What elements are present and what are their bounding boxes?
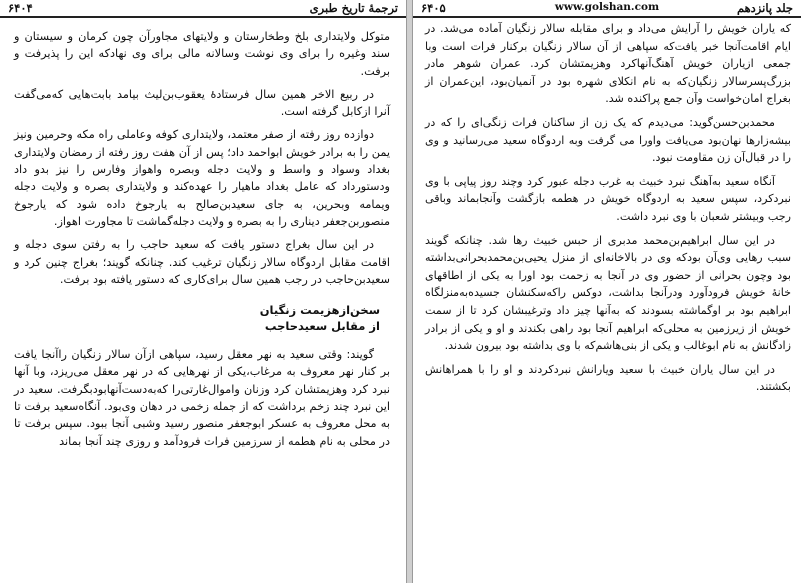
website-url: www.golshan.com	[554, 1, 660, 13]
paragraph: در این سال ابراهیم‌بن‌محمد مدبری از حبس خبیث رها شد. چنانکه گویند سبب رهایی وی‌آن بودکه وی در بالاخانه‌ای از منزل یحیی‌بن‌محمدبحرانی‌بداشته بود وچون بحرانی از حضور وی در آنجا به زحمت بود اورا به یکی از اطاقهای خانهٔ خویش فرود‌آورد ودر‌آنجا بداشت، دوکس را‌که‌سکنشان جسیده‌به‌منزلگاه ابراهیم بود بر اوگماشته بسودند که به‌آنها چیز داد وترغیبشان کرد تا از سمت خویش از زیرزمین به محلی‌که ابراهیم آنجا بود راهی بکندند و او و یکی از برادر زادگانش به نام ابوغالب و یکی از بنی‌هاشم‌که با وی بداشته بود بیرون شدند.	[425, 233, 791, 353]
right-page-body	[425, 20, 791, 402]
section-heading	[14, 302, 390, 334]
left-page-body	[14, 28, 390, 456]
paragraph: دوازده روز رفته از صفر معتمد، ولایتداری کوفه وعاملی راه مکه وحرمین ونیز یمن را به برادر خویش ابواحمد داد؛ پس از آن هفت روز رفته از رمضان ولایتداری بغداد وسواد و واسط و ولایت دجله وبصره واهواز وفارس را نیز بدو داد ودستورداد که عامل بغداد ماهیار را عهده‌کند و ولایتداری بصره و ولایت دجله ویمامه وبحرین، به جای سعیدبن‌صالح به یارجوخ داده شود که یارجوخ منصوربن‌جعفر دیناری را به بصره و ولایت دجله‌گماشت تا مجاورت اهواز.	[14, 128, 390, 228]
paragraph: در این سال بغراج دستور یافت که سعید حاجب را به رفتن سوی دجله و اقامت مقابل اردوگاه سالار زنگیان ترغیب کند. چنانکه گویند؛ بغراج چنین کرد و سعیدبن‌حاجب در رجب همین سال برای‌کاری که دستور یافته بود برفت.	[14, 238, 390, 286]
left-page-title: ترجمهٔ تاریخ طبری	[309, 1, 398, 15]
paragraph: آنگاه سعید به‌آهنگ نبرد خبیث به غرب دجله عبور کرد وچند روز پیاپی با وی نبردکرد، سپس سعید به اردوگاه خویش در هطمه بازگشت وآنجا‌بماند وباقی رجب وبیشتر شعبان با وی نبرد داشت.	[425, 174, 791, 223]
left-page-header	[0, 0, 406, 18]
right-page-header	[413, 0, 801, 18]
paragraph: که یاران خویش را آرایش می‌داد و برای مقابله سالار زنگیان آماده می‌شد. در ایام اقامت‌آنجا خبر یافت‌که سپاهی از آن سالار زنگیان برکنار فرات است وبا جمعی ازیاران خویش آهنگ‌آنها‌کرد وهزیمتشان کرد. عمران شوهر مادر بزرگ‌پسرسالار زنگیان‌که به نام انکلای شهره بود در آنمیان‌بود، این‌عمران از بغراج امان‌خواست وآن جمع پراکنده شد.	[425, 22, 791, 106]
paragraph: در ربیع الاخر همین سال فرستادهٔ یعقوب‌بن‌لیث بیامد بابت‌هایی که‌می‌گفت آنرا ازکابل گرفته است.	[14, 87, 390, 119]
volume-title: جلد پانزدهم	[736, 1, 793, 15]
section-heading-line-1: سخن‌ازهزیمت زنگیان	[259, 303, 380, 318]
section-heading-line-2: از مقابل سعیدحاجب	[264, 319, 380, 334]
paragraph: گویند: وقتی سعید به نهر معقل رسید، سپاهی ازآن سالار زنگیان راآنجا یافت بر کنار نهر معروف به مرغاب،یکی از نهرهایی که در نهر معقل می‌ریزد، وبا آنها نبرد کرد وهزیمتشان کرد وزنان واموال‌غارتی‌را که‌به‌دست‌آنها‌بود‌بگرفت. سعید در این نبرد چند زخم برداشت که از جمله زخمی در دهان وی‌بود. آنگاه‌سعید برفت تا به محل معروف به عسکر ابوجعفر منصور رسید وشبی آنجا ببود. سپس برفت تا در محلی به نام هطمه از سرزمین فرات فرودآمد و روزی چند آنجا بماند	[14, 348, 390, 448]
left-page-number: ۶۴۰۴	[8, 1, 33, 15]
right-page-number: ۶۴۰۵	[421, 1, 446, 15]
right-page	[412, 0, 801, 583]
paragraph: محمدبن‌حسن‌گوید: می‌دیدم که یک زن از ساکنان فرات زنگی‌ای را که در بیشه‌زارها نهان‌بود می‌یافت واورا می گرفت وبه اردوگاه سعید می‌رسانید و وی را در قبال‌آن زن مقاومت نبود.	[425, 115, 791, 165]
paragraph: متوکل ولایتداری بلخ وطخارستان و ولایتهای مجاورآن چون کرمان و سیستان و سند وغیره را برای وی نوشت وسالانه مالی برای وی نهادکه این را پذیرفت و برفت.	[14, 30, 390, 78]
paragraph: در این سال یاران خبیث با سعید ویارانش نبرد‌کردند و او را با همراهانش بکشتند.	[425, 362, 791, 394]
